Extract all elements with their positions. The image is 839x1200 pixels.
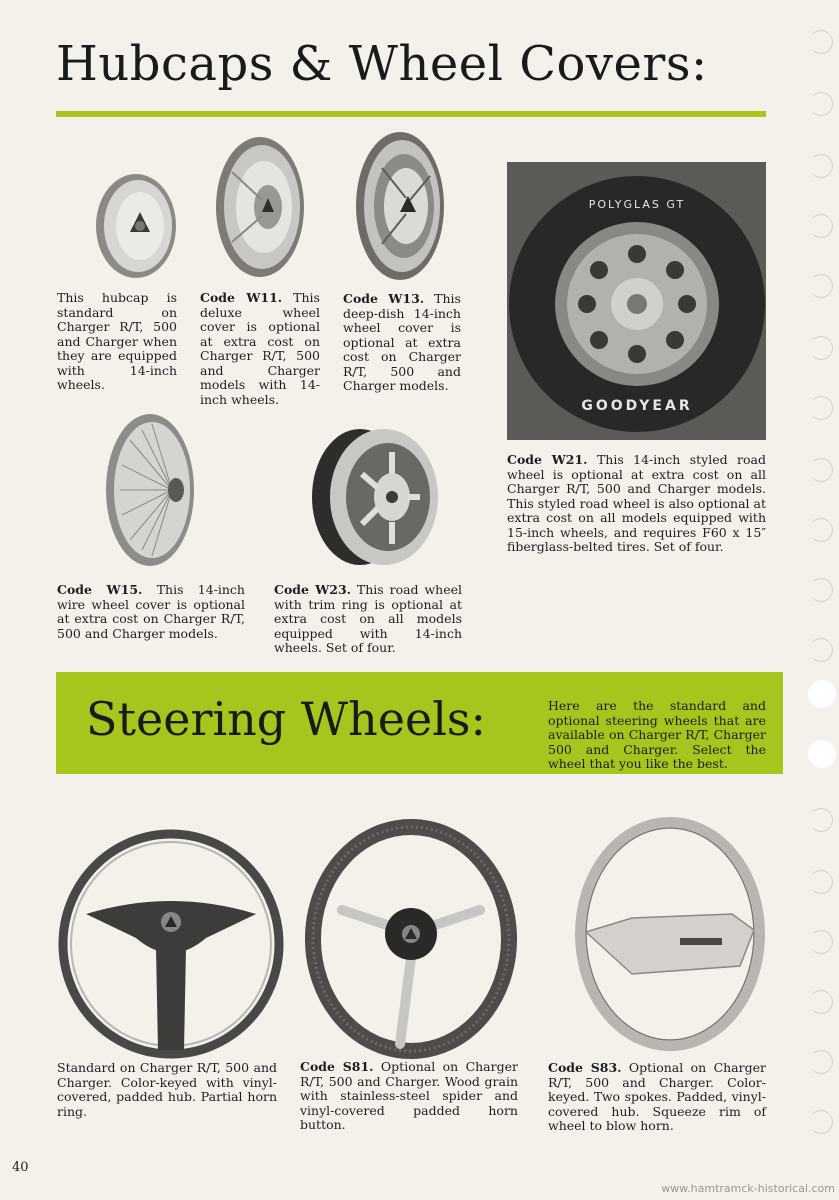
w15-code: Code W15. (57, 582, 143, 597)
w13-wheel-cover-image (352, 128, 448, 284)
w15-wire-wheel-cover-image (102, 410, 198, 570)
binder-hole (809, 990, 833, 1014)
page-number: 40 (12, 1160, 29, 1175)
binder-hole (809, 870, 833, 894)
w15-caption (57, 583, 245, 641)
watermark: www.hamtramck-historical.com (661, 1182, 835, 1195)
binder-hole (808, 740, 836, 768)
w11-wheel-cover-image (212, 132, 308, 282)
binder-hole (809, 154, 833, 178)
w11-text: This deluxe wheel cover is optional at extra cost on Charger R/T, 500 and Charger models with 14-inch wheels. (200, 290, 320, 407)
standard-steering-wheel-image (56, 828, 286, 1060)
binder-hole (809, 1050, 833, 1074)
s83-steering-wheel-image (572, 814, 768, 1054)
standard-steering-text: Standard on Charger R/T, 500 and Charger. Color-keyed with vinyl-covered, padded hub. Partial horn ring. (57, 1060, 277, 1119)
w13-caption (343, 292, 461, 394)
binder-hole (809, 336, 833, 360)
s81-steering-wheel-image (302, 818, 520, 1060)
title-underline (56, 111, 766, 117)
w21-code: Code W21. (507, 452, 588, 467)
s81-caption (300, 1060, 518, 1133)
w21-caption (507, 453, 766, 555)
standard-hubcap-caption (57, 291, 177, 393)
w15-text: This 14-inch wire wheel cover is optional at extra cost on Charger R/T, 500 and Charger models. (57, 582, 245, 641)
binder-hole (809, 396, 833, 420)
binder-hole (809, 92, 833, 116)
s81-code: Code S81. (300, 1059, 374, 1074)
binder-hole (809, 274, 833, 298)
standard-hubcap-text: This hubcap is standard on Charger R/T, 500 and Charger when they are equipped with 14-inch wheels. (57, 290, 177, 392)
w13-text: This deep-dish 14-inch wheel cover is optional at extra cost on Charger R/T, 500 and Charger models. (343, 291, 461, 393)
s83-code: Code S83. (548, 1060, 622, 1075)
steering-wheels-intro: Here are the standard and optional steering wheels that are available on Charger R/T, Charger 500 and Charger. Select the wheel that you like the best. (548, 698, 766, 771)
w23-code: Code W23. (274, 582, 352, 597)
page-title: Hubcaps & Wheel Covers: (56, 36, 708, 92)
w21-text: This 14-inch styled road wheel is optional at extra cost on all Charger R/T, 500 and Charger models. This styled road wheel is also optional at extra cost on all models equipped with 15-inch wheels, and requires F60 x 15″ fiberglass-belted tires. Set of four. (507, 452, 766, 554)
binder-holes (805, 18, 833, 1198)
binder-hole (809, 808, 833, 832)
s81-text: Optional on Charger R/T, 500 and Charger. Wood grain with stainless-steel spider and vinyl-covered padded horn button. (300, 1059, 518, 1132)
binder-hole (809, 578, 833, 602)
w11-code: Code W11. (200, 290, 283, 305)
w13-code: Code W13. (343, 291, 425, 306)
tire-top-label: POLYGLAS GT (588, 198, 686, 211)
standard-steering-caption (57, 1061, 277, 1119)
w11-caption (200, 291, 320, 407)
binder-hole (809, 30, 833, 54)
standard-hubcap-image (90, 168, 182, 284)
w23-road-wheel-image (302, 424, 442, 570)
binder-hole (809, 518, 833, 542)
binder-hole (809, 638, 833, 662)
w23-caption (274, 583, 462, 656)
binder-hole (809, 1110, 833, 1134)
binder-hole (808, 680, 836, 708)
tire-bottom-label: GOODYEAR (581, 398, 693, 414)
w21-road-wheel-image (507, 162, 766, 440)
binder-hole (809, 930, 833, 954)
steering-wheels-title: Steering Wheels: (86, 692, 487, 746)
s83-text: Optional on Charger R/T, 500 and Charger. Color-keyed. Two spokes. Padded, vinyl-covered hub. Squeeze rim of wheel to blow horn. (548, 1060, 766, 1133)
s83-caption (548, 1061, 766, 1134)
binder-hole (809, 214, 833, 238)
binder-hole (809, 458, 833, 482)
w23-text: This road wheel with trim ring is optional at extra cost on all models equipped with 14-inch wheels. Set of four. (274, 582, 462, 655)
